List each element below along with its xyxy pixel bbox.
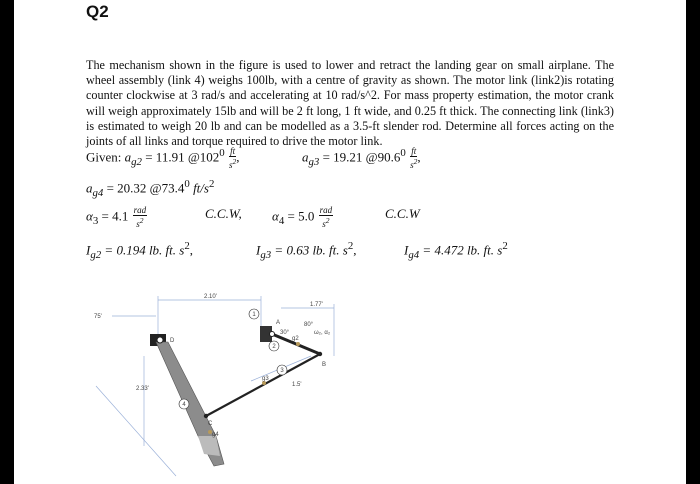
- omega-label: ω₂, α₂: [314, 330, 331, 336]
- given-alpha4: [272, 206, 333, 229]
- alpha3-unit: $\frac{\text{rad}}{s^2}$: [133, 205, 147, 229]
- link-3-label: 3: [280, 368, 284, 374]
- ig4-sub: g4: [408, 248, 420, 261]
- alpha4-sub: 4: [278, 215, 285, 228]
- link-1-label: 1: [252, 312, 256, 318]
- dim-left-label: 75': [94, 314, 102, 320]
- angle1-label: 80°: [304, 322, 314, 328]
- alpha3-direction: C.C.W,: [205, 206, 242, 221]
- ig4-value: = 4.472 lb. ft. s: [422, 242, 503, 258]
- dim-right-label: 1.77': [310, 302, 323, 308]
- left-border: [0, 0, 14, 484]
- ig2-var: I: [86, 242, 91, 258]
- g3-label: g3: [262, 376, 269, 382]
- alpha4-direction: C.C.W: [385, 206, 420, 221]
- problem-text: The mechanism shown in the figure is used to lower and retract the landing gear on small airplane. The wheel assembly (link 4) weighs 100lb, with a centre of gravity as shown. The motor link (link2)is rotating counter clockwise at 3 rad/s and accelerating at 10 rad/s^2. For mass property estimation, the motor crank will weigh approximately 15lb and will be 2 ft long, 1 ft wide, and 0.25 ft thick. The connecting link (link3) is estimated to weigh 20 lb and can be modelled as a 3.5-ft slender rod. Determine all forces acting on the joints of all links and torque required to drive the motor link.: [86, 58, 614, 149]
- given-ag3: $a_{g3} = 19.21$ @90.6$^0$ $\frac{ft}{s^2}$ ,: [302, 146, 421, 170]
- ag3-value: = 19.21 @90.6: [322, 149, 401, 165]
- dim-top-label: 2.10': [204, 294, 217, 300]
- ag4-degree: 0: [184, 178, 190, 190]
- ag3-unit: $\frac{ft}{s^2}$: [410, 146, 418, 170]
- given-ag2: Given: $a_{g2} = 11.91$ $@102^0$ $\frac{ft}{s^2}$ ,: [86, 146, 240, 170]
- point-d-label: D: [170, 338, 175, 344]
- ag2-sub: g2: [131, 156, 142, 169]
- ag4-var: a: [86, 180, 93, 196]
- given-prefix: Given:: [86, 149, 122, 165]
- question-label: Q2: [86, 2, 109, 21]
- joint-b: [318, 352, 322, 356]
- alpha3-var: α: [86, 208, 93, 224]
- joint-c: [204, 414, 208, 418]
- given-ig3: $I_{g3} = 0.63$ lb. ft. $s^2$,: [256, 240, 357, 261]
- link-4-label: 4: [182, 402, 186, 408]
- angle2-label: 30°: [280, 330, 290, 336]
- ig3-sub: g3: [260, 248, 272, 261]
- alpha4-unit: $\frac{\text{rad}}{s^2}$: [319, 205, 333, 229]
- joint-d: [157, 337, 163, 343]
- ag3-degree: 0: [400, 147, 406, 160]
- ag3-sub: g3: [308, 156, 320, 169]
- link-2-label: 2: [272, 344, 276, 350]
- len-15-label: 1.5': [292, 382, 302, 388]
- point-c-label: C: [208, 421, 213, 427]
- ag4-unit: ft/s: [193, 180, 209, 196]
- joint-a: [270, 332, 275, 337]
- ag2-unit: $\frac{ft}{s^2}$: [228, 146, 237, 170]
- ag4-sub: g4: [92, 186, 104, 199]
- point-b-label: B: [322, 362, 327, 368]
- dim-side-label: 2.33': [136, 386, 149, 392]
- g2-marker: [296, 342, 300, 346]
- given-alpha3: [86, 206, 147, 229]
- ig2-value: = 0.194 lb. ft. s: [104, 242, 185, 258]
- ig3-value: = 0.63 lb. ft. s: [274, 242, 348, 258]
- ig3-var: I: [256, 242, 261, 258]
- ag2-var: a: [124, 149, 132, 165]
- ig4-var: I: [404, 242, 409, 258]
- ag2-degree: 0: [219, 147, 225, 160]
- ag2-value: = 11.91 @102: [145, 149, 220, 165]
- given-ig4: $I_{g4} = 4.472$ lb. ft. $s^2$: [404, 240, 508, 261]
- g2-label: g2: [292, 336, 299, 342]
- point-a-label: A: [276, 320, 281, 326]
- mechanism-diagram: [86, 286, 346, 482]
- given-ag4: $a_{g4} = 20.32$ @73.4$^0$ $ft/s^2$: [86, 178, 215, 199]
- alpha4-var: α: [272, 208, 279, 224]
- alpha4-value: = 5.0: [287, 208, 315, 224]
- g4-label: g4: [212, 432, 219, 438]
- right-border: [686, 0, 700, 484]
- ig2-sub: g2: [90, 248, 102, 261]
- ag3-var: a: [302, 149, 309, 165]
- given-ig2: $I_{g2} = 0.194$ lb. ft. $s^2$,: [86, 240, 194, 261]
- link-3: [206, 354, 320, 416]
- alpha3-sub: 3: [92, 215, 99, 228]
- ag4-value: = 20.32 @73.4: [106, 180, 185, 196]
- alpha3-value: = 4.1: [101, 208, 129, 224]
